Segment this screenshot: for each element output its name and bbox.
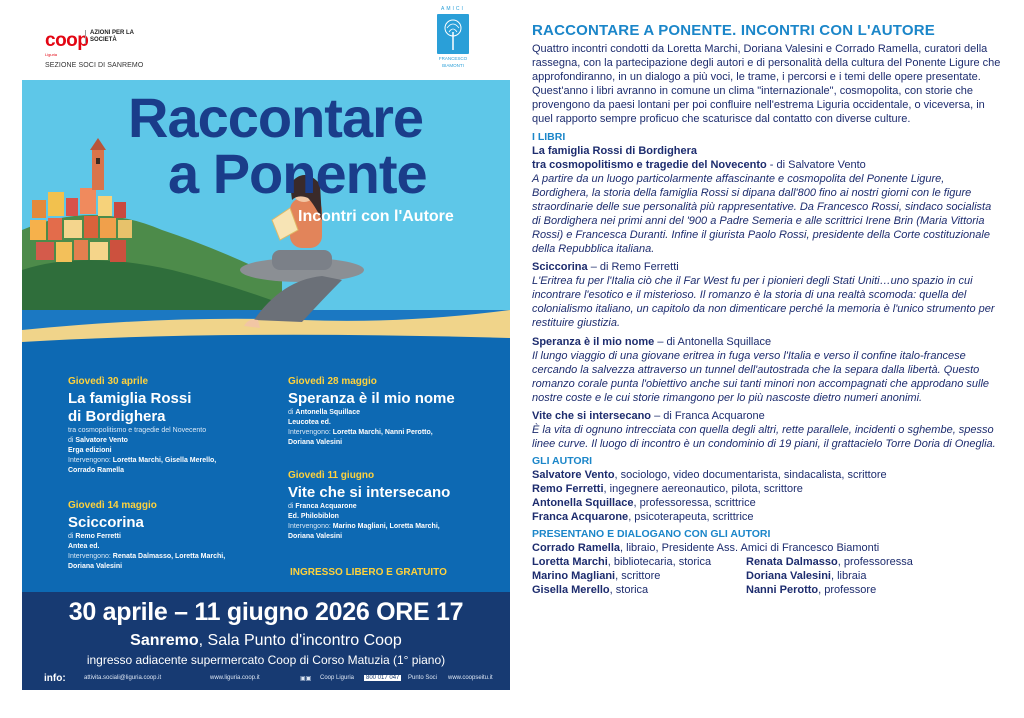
- event-author-prefix: di: [288, 503, 294, 510]
- presenter: [532, 569, 746, 583]
- book-title-line: [532, 335, 1002, 349]
- event-date: Giovedì 30 aprile: [68, 376, 149, 387]
- event-author-line: [288, 502, 498, 512]
- author-role: , professoressa, scrittrice: [633, 497, 756, 510]
- poster-header: [22, 0, 510, 80]
- coop-claim: AZIONI PER LA SOCIETÀ: [85, 30, 135, 44]
- poster-venue: [22, 632, 510, 650]
- event-author-prefix: di: [68, 533, 74, 540]
- venue-city: Sanremo: [130, 632, 199, 649]
- book-title-line: [532, 260, 1002, 274]
- book-author: – di Franca Acquarone: [651, 409, 765, 422]
- presenter: [746, 569, 866, 583]
- event-author: Salvatore Vento: [75, 437, 128, 444]
- event-speakers-prefix: Intervengono:: [68, 457, 111, 464]
- poster-event-3: [288, 376, 498, 448]
- book-title: Speranza è il mio nome: [532, 335, 655, 348]
- event-speakers: [68, 456, 288, 466]
- event-speakers-2: Doriana Valesini: [68, 563, 123, 570]
- event-subtitle: tra cosmopolitismo e tragedie del Novecento: [68, 427, 207, 434]
- event-speakers-1: Renata Dalmasso, Loretta Marchi,: [112, 553, 226, 560]
- event-date: Giovedì 14 maggio: [68, 500, 157, 511]
- facebook-instagram-icon: ▣▣: [300, 676, 312, 682]
- book-author: – di Antonella Squillace: [654, 335, 772, 348]
- book-author: – di Remo Ferretti: [587, 261, 679, 274]
- poster-info-row: [44, 673, 494, 685]
- event-date: Giovedì 11 giugno: [288, 470, 375, 481]
- event-speakers-2: Doriana Valesini: [288, 439, 343, 446]
- presenter-name: Loretta Marchi: [532, 556, 608, 569]
- event-author: Antonella Squillace: [295, 409, 360, 416]
- author-role: , psicoterapeuta, scrittrice: [628, 511, 754, 524]
- info-phone: 800 017 047: [366, 675, 400, 681]
- presenter-name: Renata Dalmasso: [746, 556, 838, 569]
- event-author-line: [288, 408, 498, 418]
- presenter-row: [532, 555, 1002, 569]
- amici-logo-name-1: FRANCESCO: [438, 56, 468, 61]
- book-2: [532, 260, 1002, 330]
- book-author: - di Salvatore Vento: [766, 158, 866, 171]
- event-publisher-line: [68, 446, 288, 456]
- event-author-prefix: di: [288, 409, 294, 416]
- presenter: [746, 583, 876, 597]
- event-author: Franca Acquarone: [295, 503, 357, 510]
- amici-logo-top: AMICI: [441, 6, 465, 12]
- event-publisher-line: [288, 418, 498, 428]
- author-name: Antonella Squillace: [532, 497, 634, 510]
- event-description: [532, 22, 1002, 597]
- presenter-role: , storica: [609, 584, 649, 597]
- event-poster: [22, 0, 510, 690]
- event-title: Speranza è il mio nome: [288, 390, 455, 407]
- event-speakers: [68, 552, 288, 562]
- author-name: Salvatore Vento: [532, 469, 615, 482]
- event-publisher: Leucotea ed.: [288, 419, 331, 426]
- presenter-role: , libraia: [830, 570, 867, 583]
- event-speakers-1: Loretta Marchi, Nanni Perotto,: [332, 429, 433, 436]
- event-speakers: [288, 428, 498, 438]
- book-title-line2: [532, 158, 1002, 172]
- event-speakers-1: Marino Magliani, Loretta Marchi,: [332, 523, 440, 530]
- poster-event-2: [68, 500, 288, 572]
- event-author-line: [68, 436, 288, 446]
- event-title: La famiglia Rossi: [68, 390, 192, 407]
- book-description: Il lungo viaggio di una giovane eritrea in fuga verso l'Italia e verso il confine italo-francese cercando la salvezza attraverso un tunnel dell'autostrada che la separa dalla libertà. Questo romanzo corale punta l'obiettivo anche sui tanti minori non accompagnati che approdano sulle nostre coste e le cui storie rimangono per lo più nascoste dietro numeri anonimi.: [532, 349, 990, 404]
- event-title: Vite che si intersecano: [288, 484, 451, 501]
- sezione-soci: SEZIONE SOCI DI SANREMO: [45, 62, 144, 69]
- book-title-line: [532, 409, 1002, 423]
- author-row: [532, 496, 1002, 510]
- event-publisher-line: [288, 512, 498, 522]
- book-description: A partire da un luogo particolarmente affascinante e cosmopolita del Ponente Ligure, Bordighera, la storia della famiglia Rossi si dipana dall'800 fino ai nostri giorni con le figure straordinarie delle sue personalità più rappresentative. Da Francesco Rossi, sindaco socialista di Bordighera nei primi anni del '900 a Padre Semeria e alle scrittrici Irene Brin (Maria Vittoria Rossi) e Francesca Duranti. Infine il giurista Paolo Rossi, presidente della Corte costituzionale della Repubblica italiana.: [532, 172, 992, 256]
- event-speakers-prefix: Intervengono:: [68, 553, 111, 560]
- book-title: Vite che si intersecano: [532, 409, 652, 422]
- info-label: info:: [44, 673, 66, 684]
- author-name: Remo Ferretti: [532, 483, 604, 496]
- venue-rest: , Sala Punto d'incontro Coop: [198, 632, 402, 649]
- amici-biamonti-logo: [424, 6, 482, 76]
- books-heading: I LIBRI: [532, 130, 566, 143]
- info-web2[interactable]: www.coopseitu.it: [448, 675, 493, 681]
- event-publisher: Antea ed.: [68, 543, 100, 550]
- presenter-name: Gisella Merello: [532, 584, 610, 597]
- presenter-role: , libraio, Presidente Ass. Amici di Francesco Biamonti: [620, 542, 880, 555]
- book-4: [532, 409, 1002, 451]
- poster-venue-sub: ingresso adiacente supermercato Coop di Corso Matuzia (1° piano): [86, 653, 446, 667]
- presenter-name: Nanni Perotto: [746, 584, 819, 597]
- event-author-line: [68, 532, 288, 542]
- event-title-cont: di Bordighera: [68, 408, 166, 425]
- presenter-name: Marino Magliani: [532, 570, 616, 583]
- event-speakers-prefix: Intervengono:: [288, 429, 331, 436]
- book-3: [532, 335, 1002, 405]
- event-publisher: Ed. Philobiblon: [288, 513, 339, 520]
- author-row: [532, 482, 1002, 496]
- presenter-role: , professore: [818, 584, 877, 597]
- presenter-role: , scrittore: [615, 570, 661, 583]
- coop-logo: [45, 30, 89, 57]
- presenter-row: [532, 583, 1002, 597]
- info-soci: Punto Soci: [408, 675, 438, 681]
- page-title: RACCONTARE A PONENTE. INCONTRI CON L'AUTORE: [532, 22, 936, 39]
- authors-heading: GLI AUTORI: [532, 455, 593, 468]
- event-date: Giovedì 28 maggio: [288, 376, 377, 387]
- book-subtitle: tra cosmopolitismo e tragedie del Novecento: [532, 158, 767, 171]
- event-speakers-1: Loretta Marchi, Gisella Merello,: [112, 457, 217, 464]
- presenter: [532, 583, 746, 597]
- presenter: [532, 555, 746, 569]
- intro-paragraph: Quattro incontri condotti da Loretta Marchi, Doriana Valesini e Corrado Ramella, curatori della rassegna, con la partecipazione degli autori e di personalità della cultura del Ponente Ligure che approfondiranno, in un dialogo a più voci, le trame, i percorsi e i temi delle opere presentate. Quest'anno i libri avranno in comune un clima "internazionale", cosmopolita, con storie che provengono da paesi lontani per poi confluire nell'estrema Liguria occidentale, o viceversa, in quel rapporto sempre proficuo che scaturisce dal contatto con diverse culture.: [532, 43, 1001, 126]
- poster-event-1: [68, 376, 288, 476]
- presenter: [746, 555, 913, 569]
- event-speakers-prefix: Intervengono:: [288, 523, 331, 530]
- poster-event-4: [288, 470, 498, 542]
- event-publisher-line: [68, 542, 288, 552]
- author-row: [532, 468, 1002, 482]
- poster-title-line2: a Ponente: [168, 142, 427, 205]
- event-speakers: [288, 522, 498, 532]
- presenter-name: Doriana Valesini: [746, 570, 831, 583]
- presenter-main: [532, 541, 1002, 555]
- event-speakers-2: Corrado Ramella: [68, 467, 125, 474]
- event-speakers-cont: [68, 466, 288, 476]
- event-speakers-cont: [68, 562, 288, 572]
- book-description: È la vita di ognuno intrecciata con quella degli altri, rette parallele, incidenti o sghembe, spesso linee curve. Il luogo di incontro è un condominio di 19 piani, il grattacielo Torre Doria di Oneglia.: [532, 423, 996, 450]
- presenter-row: [532, 569, 1002, 583]
- event-title: Sciccorina: [68, 514, 144, 531]
- presenter-name: Corrado Ramella: [532, 542, 621, 555]
- presenters-heading: PRESENTANO E DIALOGANO CON GLI AUTORI: [532, 528, 771, 541]
- free-entry-label: INGRESSO LIBERO E GRATUITO: [290, 567, 447, 578]
- info-social: Coop Liguria: [320, 675, 355, 681]
- amici-logo-name-2: BIAMONTI: [442, 63, 464, 68]
- author-role: , sociologo, video documentarista, sindacalista, scrittore: [614, 469, 887, 482]
- author-name: Franca Acquarone: [532, 511, 629, 524]
- presenter-role: , bibliotecaria, storica: [607, 556, 712, 569]
- info-email[interactable]: attivita.sociali@liguria.coop.it: [84, 675, 162, 681]
- event-author-prefix: di: [68, 437, 74, 444]
- presenter-role: , professoressa: [837, 556, 913, 569]
- event-speakers-cont: [288, 438, 498, 448]
- book-title: Sciccorina: [532, 261, 588, 274]
- poster-dates-banner: 30 aprile – 11 giugno 2026 ORE 17: [68, 598, 464, 626]
- coop-logo-word: coop: [45, 30, 89, 51]
- author-row: [532, 510, 1002, 524]
- poster-title-line1: Raccontare: [128, 86, 424, 149]
- poster-subtitle: Incontri con l'Autore: [298, 208, 454, 225]
- book-1: [532, 144, 1002, 257]
- book-description: L'Eritrea fu per l'Italia ciò che il Far West fu per i pionieri degli Stati Uniti…uno spazio in cui incontrare l'esotico e il misterioso. Il romanzo è la storia di una realtà scomoda: quella del colonialismo italiano, un capitolo da non dimenticare perché la memoria è l'unico strumento per restituire giustizia.: [532, 275, 995, 330]
- tree-icon: [437, 14, 469, 54]
- event-speakers-2: Doriana Valesini: [288, 533, 343, 540]
- info-web[interactable]: www.liguria.coop.it: [210, 675, 260, 681]
- coop-logo-sub: Liguria: [45, 52, 58, 57]
- author-role: , ingegnere aereonautico, pilota, scrittore: [603, 483, 803, 496]
- event-publisher: Erga edizioni: [68, 447, 112, 454]
- event-speakers-cont: [288, 532, 498, 542]
- book-title: La famiglia Rossi di Bordighera: [532, 144, 698, 157]
- event-author: Remo Ferretti: [75, 533, 121, 540]
